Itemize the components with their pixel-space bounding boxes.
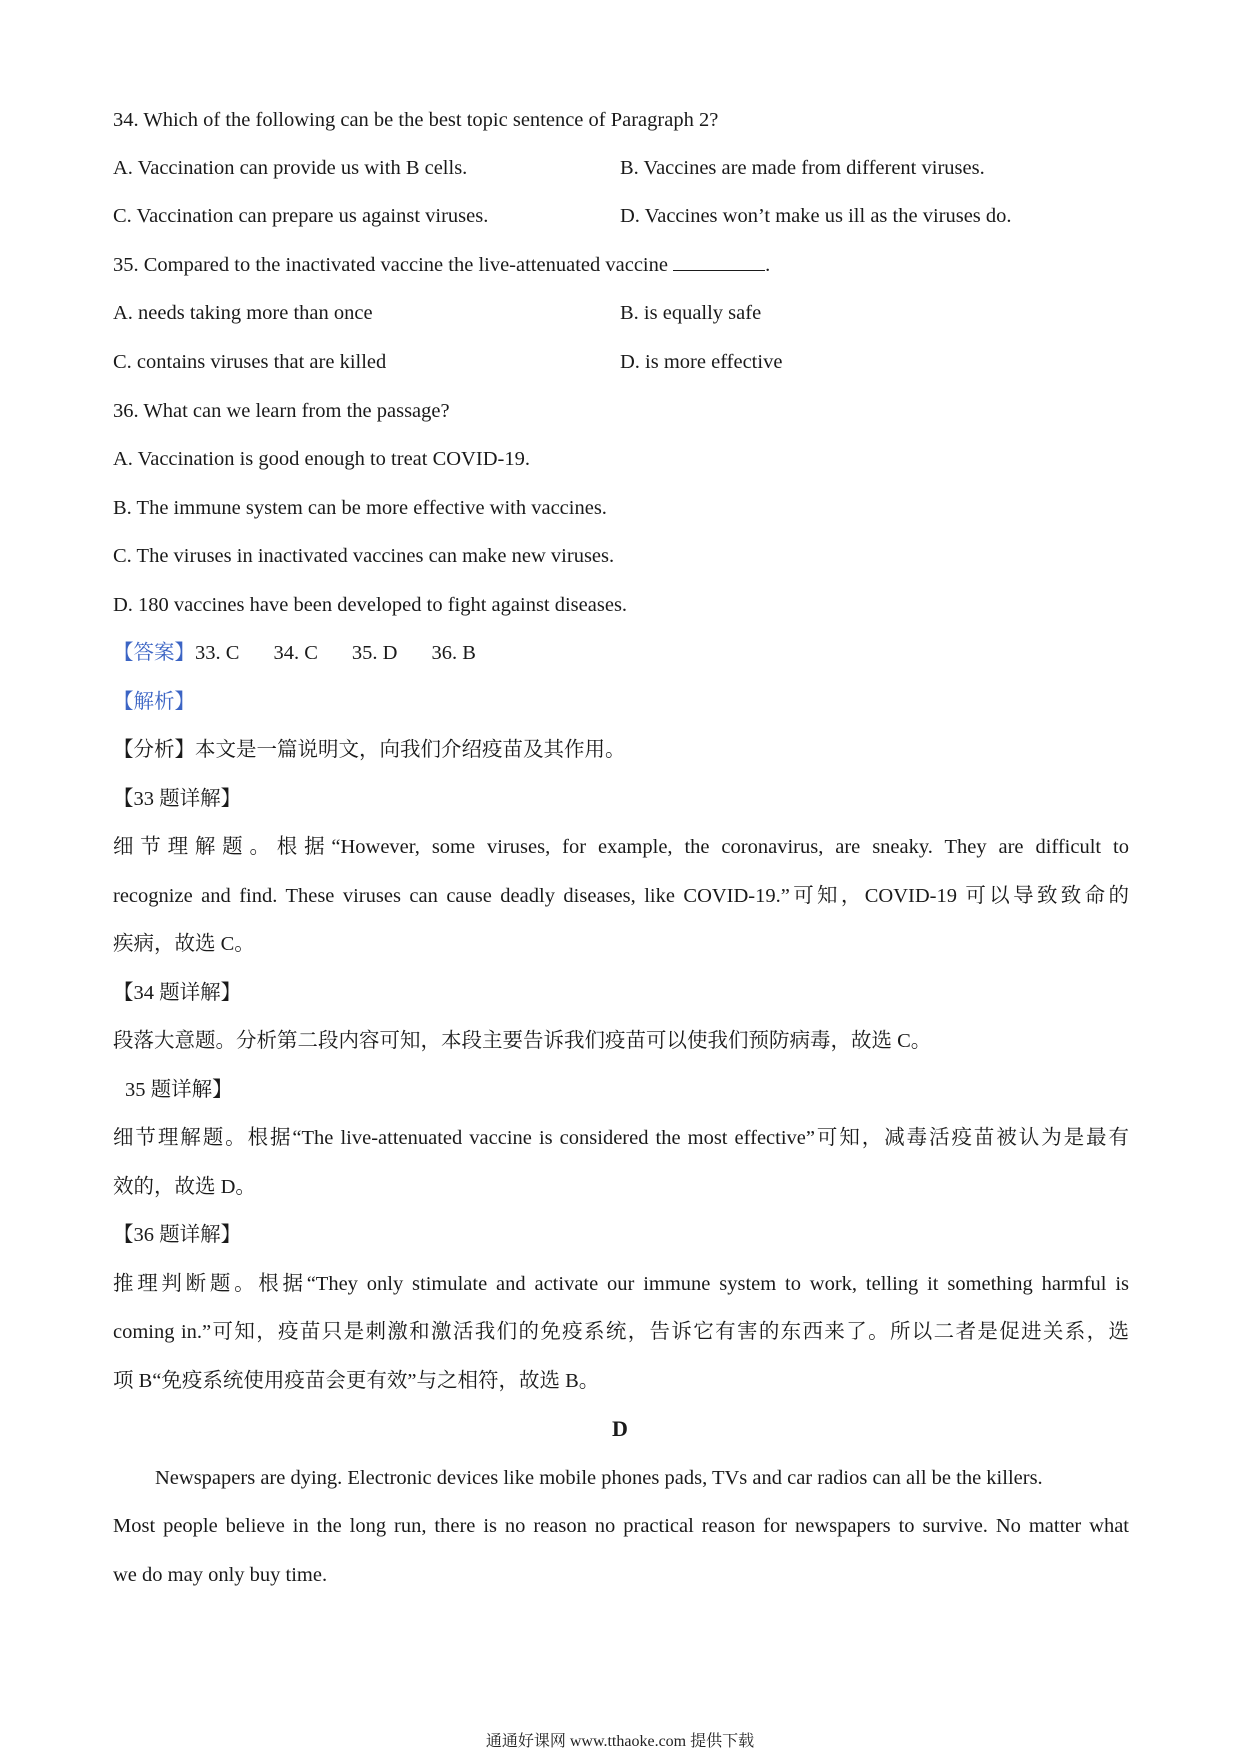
answer-label: 【答案】 — [113, 642, 195, 664]
answer-35: 35. D — [351, 642, 398, 664]
q36-option-a: A. Vaccination is good enough to treat COVID-19. — [113, 448, 530, 470]
detail-34-title: 【34 题详解】 — [113, 982, 242, 1004]
q35-answer-blank — [673, 252, 765, 271]
detail-33-line-2: recognize and find. These viruses can cause deadly diseases, like COVID-19.”可知，COVID-19 可以导致致命的 — [113, 885, 1129, 907]
q35-option-d: D. is more effective — [620, 351, 783, 373]
section-heading: D — [612, 1416, 628, 1441]
answer-33: 33. C — [195, 642, 240, 664]
q34-stem: 34. Which of the following can be the best topic sentence of Paragraph 2? — [113, 109, 719, 131]
detail-35-line-1: 细节理解题。根据“The live-attenuated vaccine is considered the most effective”可知，减毒活疫苗被认为是最有 — [113, 1127, 1129, 1149]
q35-stem: 35. Compared to the inactivated vaccine the live-attenuated vaccine — [113, 254, 668, 276]
summary: 【分析】本文是一篇说明文，向我们介绍疫苗及其作用。 — [113, 739, 626, 761]
detail-35-title: 35 题详解】 — [125, 1079, 233, 1101]
answer-line — [113, 639, 476, 667]
q36-option-d: D. 180 vaccines have been developed to fight against diseases. — [113, 594, 628, 616]
q35-option-a: A. needs taking more than once — [113, 302, 373, 324]
passage-line-3: we do may only buy time. — [113, 1564, 328, 1586]
page-footer: 通通好课网 www.tthaoke.com 提供下载 — [485, 1733, 755, 1750]
detail-36-line-1: 推理判断题。根据“They only stimulate and activate our immune system to work, telling it something harmful is — [113, 1273, 1129, 1295]
detail-33-line-3: 疾病，故选 C。 — [113, 933, 255, 955]
q35-option-c: C. contains viruses that are killed — [113, 351, 387, 373]
detail-34-line-1: 段落大意题。分析第二段内容可知，本段主要告诉我们疫苗可以使我们预防病毒，故选 C。 — [113, 1030, 932, 1052]
detail-36-line-3: 项 B“免疫系统使用疫苗会更有效”与之相符，故选 B。 — [113, 1370, 600, 1392]
passage-line-1: Newspapers are dying. Electronic devices like mobile phones pads, TVs and car radios can all be the killers. — [155, 1467, 1043, 1489]
detail-33-line-1: 细节理解题。根据“However, some viruses, for example, the coronavirus, are sneaky. They are difficult to — [113, 836, 1129, 858]
q34-option-a: A. Vaccination can provide us with B cells. — [113, 157, 468, 179]
q35-option-b: B. is equally safe — [620, 302, 762, 324]
q36-option-b: B. The immune system can be more effective with vaccines. — [113, 497, 607, 519]
detail-33-title: 【33 题详解】 — [113, 788, 242, 810]
detail-36-title: 【36 题详解】 — [113, 1224, 242, 1246]
q34-option-b: B. Vaccines are made from different viruses. — [620, 157, 985, 179]
passage-line-2: Most people believe in the long run, there is no reason no practical reason for newspapers to survive. No matter what — [113, 1515, 1129, 1537]
q34-option-c: C. Vaccination can prepare us against viruses. — [113, 205, 489, 227]
answer-36: 36. B — [431, 642, 476, 664]
q35-stem-end: . — [765, 254, 771, 276]
answer-34: 34. C — [273, 642, 318, 664]
analysis-label: 【解析】 — [113, 691, 195, 713]
detail-36-line-2: coming in.”可知，疫苗只是刺激和激活我们的免疫系统，告诉它有害的东西来了。所以二者是促进关系，选 — [113, 1321, 1129, 1343]
q36-stem: 36. What can we learn from the passage? — [113, 400, 450, 422]
q34-option-d: D. Vaccines won’t make us ill as the viruses do. — [620, 205, 1012, 227]
detail-35-line-2: 效的，故选 D。 — [113, 1176, 256, 1198]
q36-option-c: C. The viruses in inactivated vaccines can make new viruses. — [113, 545, 615, 567]
q35-stem-line — [113, 251, 770, 279]
